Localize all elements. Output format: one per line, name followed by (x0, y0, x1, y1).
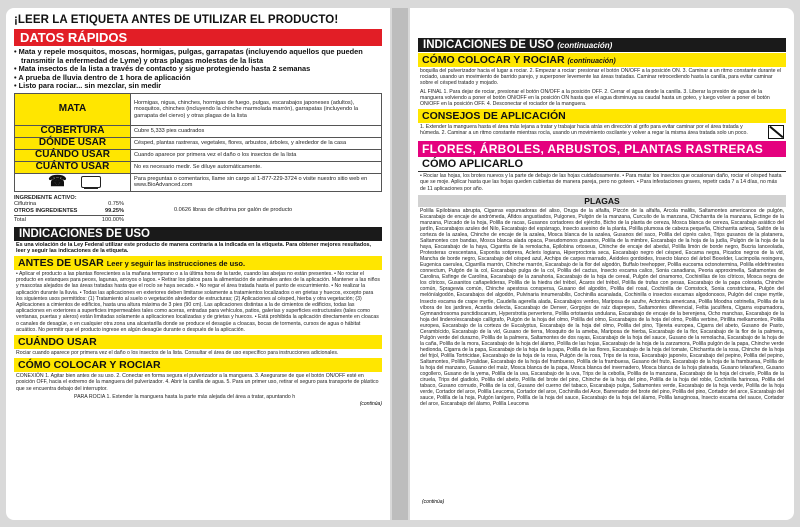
usage-title: INDICACIONES DE USO (14, 227, 382, 241)
ingredients-note: 0.0626 libras de ciflutrina por galón de producto (174, 206, 293, 213)
row-label: COBERTURA (15, 125, 131, 137)
quick-fact-item: • Mata y repele mosquitos, moscas, hormigas, pulgas, garrapatas (incluyendo aquellos que pueden transmitir la enfermedad de Lyme) y otras plagas molestas de la lista (14, 47, 363, 65)
when-to-use-title: CUÁNDO USAR (14, 335, 382, 349)
quick-facts-list (14, 46, 382, 93)
quick-fact-item: • A prueba de lluvia dentro de 1 hora de aplicación (14, 72, 191, 82)
row-label: CUÁNDO USAR (15, 149, 131, 161)
before-use-title (14, 256, 382, 270)
row-value: No es necesario medir. Se diluye automáticamente. (131, 161, 382, 173)
ingredients-title: INGREDIENTE ACTIVO: (14, 194, 77, 201)
pests-list: Polilla Epilobiana abrupta, Cigarras espumadoras del aliso, Oruga de la alfalfa, Pizcón de la alfalfa, Arcola malilis, Saltamontes americanos de pulgón, Escarabajo de encaje de andrómeda, Áfidos angustiados, Pulgones, Pulgón de la manzana, Curculio de la manzana, Chicharrita de la manzana, Ectinge de la manzana, Pizcado de la hoja, Polilla de racas, Gusanos cortadores del ejército, Bicho de la planta de cereza, Mosca blanca de cereza, Escarabajo asiático del jardín, Escarabajos azules del Nilo, Escarabajo del espárrago, Insecto asesino de la planta, Polilla plumosa de cabeza pequeña, Chicharrita azteca, Saltón de la corteza de la azalea, Chinche de encaje de la azalea, Mosca blanca de la azalea, Gusanos del saco, Polilla del ciprés calvo, Trips gusanos de la platanera, Saltamontes con bandas, Mosca blanca alada opaca, Pseudomonos gusanos, Polilla de la mimbre, Escarabajo de la hoja de la judía, Pulgón de la hoja de la haya, Escarabajo de la haya, Cigarrita de la remolacha, Epilobina ortoseus, Chinche de encaje del abedul, Polilla limón de borde negro, Bucria lanceolada, Protesteras crescentana, Esponita sotiprera, Acleris logiana, Hiperproctoria seca, Escarabajo negro del césped, Escama negra, Picados negros de la vid, Mancha de borde negro, Escarabajo del césped azul, Archips de carpes marrado, Áxidoles gordoides, Insecto blanco del árbol Boxelder, Lacimpolia rexingera, Eugenica caerulea, Cigarrilla marrón, Chinche marrón, Escarabajo de la flor del algodón, Buffalo treehopper, Polilla eucosma octonotermina, Polilla eldefrinestes connectum, Pulgón de la col, Escarabajo pulga de la col, Polilla del cactus, Insecto escama calico, Sonia canadiana, Peoria approximella, Saltamontes de Carolina, Esfinge de Carolina, Escarabajo de la zanahoria, Escarabajo de la hoja de cereal, Pulgón del cinamomo, Cochinillas de los cítricos, Mosca negra de los cítricos, Gusanitos cañapelideras, Polilla de la hiedra del trébol, Ácaros del trébol, Polilla de trufas con pesas, Escarabajo de la papa colorada, Chinche común, Spragewia común, Chinche apestosa conspersa, Gusano del algodón, Polilla del rosal, Cochinilla de Comstock, Sonia constrictana, Pulgón del melón/algodón, Escarabajos del algodón, Pulvinaria innumerabilis, Cochinilla acanalada, Cochinilla o insectos escamas algodonosos, Pulgón del crape myrtle, Insecto escama de crape myrtle, Caudella agerella alada, Escarabajos verdes, Mariposa de azufre, Actonicta americana, Polilla Moodna ostrinella, Polilla de la víbora de los jardines, Acantia delecta, Escarabajo de Denver, Gorgojos de raíz diaprepes, Saltamontes diferencial, Feltia jaculifera, Cigarra espumadora, Gymnandrosoma punctidiscanum, Hyperstrotia pervertens, Polilla ortotaenia undulana, Escarabajo de encaje de la berenjena, Ocho manchas, Escarabajo de la hoja del lindero/escarabajo callígrafo, Pulgón de la hoja del olmo, Polilla del olmo, Escarabajos de la hoja del olmo, Polilla verbine, Pirillita melkamontes, Polilla europea, Escarabajo de la corteza de Eucalyptus, Escarabajo de la hoja del olmo, Polilla del pino, Tijereta europea, Cigarra del abeto, Gusano de Pasto, Cerambícido, Escarabajo de la vid, Gusano de tierra, Mosquito de la ameba, Mariposa de hierba, Escarabajo de la flor, Escarabajo de la flor de la palmera, Pulgón verde del durazno, Polilla de la palmera, Saltamontes de dos rayas, Escarabajo de la hoja del sauce, Gusano de la remolacha, Escarabajo de la hoja de la caña, Polilla de la mora, Escarabajo de la hoja del álamo, Polilla de las hojas, Escarabajo de la hoja de la zarzamora, Polilla pulgón de la papa, Chinche verde hedionda, Cigarra de la papa, Escarabajo de la hoja de la papa, Polilla de las flores, Escarabajo de la hoja del tomate, Chicharrita de la rosa, Chinche de la hoja del frijol, Polilla Tortricidae, Escarabajo de la hoja de la rosa, Pulgón de la rosa, Trips de la rosa, Escarabajo japonés, Escarabajo del pepino, Polilla del pepino, Saltamontes, Polilla Pyralidae, Escarabajo de la hoja del frambueso, Polilla de la frambuesa, Gusano del fruto, Escarabajo de la hoja de la frambuesa, Polilla de la hoja del manzano, Gusano del maíz, Mosca blanca de la papa, Mosca blanca del invernadero, Mosca blanca de la hoja plateada, Gusano telarañero, Gusano cogollero, Gusano de la yema, Polilla de la uva, Escarabajo de la uva, Trips de la cebolla, Polilla de la manzana, Escarabajo de la hoja del ciruelo, Polilla de la ciruela, Trips del gladiolo, Polilla del abeto, Polilla del brote del pino, Chinche de la hoja del pino, Polilla de la hoja del roble, Cochinilla harinosa, Polilla del tabaco, Gusano cornudo, Polilla de la col, Gusano del cuerno del tabaco, Escarabajo pulga, Saltamontes verde, Escarabajo de la hoja verde, Polilla de la hoja verde, Cortador del arce, Polilla Leucoma, Cortador del arce, Cochinilla del Arce, Barrenador del brote del pino, Polilla del pino, Cortador del arce, Escarabajo del sauce, Polilla de la hoja, Pulgón lanígero, Polilla de la hoja del sauce, Escarabajo de la hoja del álamo, Polilla lanuginosa, Insecto escama del sauce, Cortador del arce, Escarabajo del álamo, Polilla Leucoma (420, 207, 784, 408)
how-to-spray-heading: CÓMO COLOCAR Y ROCIAR (422, 54, 565, 66)
row-value: Cuando aparece por primera vez el daño o los insectos de la lista (131, 149, 382, 161)
left-page (6, 8, 390, 520)
how-to-apply-title: CÓMO APLICARLO (418, 157, 786, 172)
how-to-spray-title-continued (418, 53, 786, 67)
right-page (410, 8, 794, 520)
continued-label: (continúa) (359, 401, 382, 408)
how-to-spray-text: CONEXIÓN 1. Agitar bien antes de su uso. 2. Conectar en forma segura el pulverizador a la manguera. 3. Asegurarse de que el botón ON/OFF esté en posición OFF, hacia el extremo de la manguera del pulverizador. 4. Abrir la canilla de agua. 5. Para un primer uso, retirar el seguro para transporte de plástico que se encuentra debajo del interruptor. (16, 373, 379, 392)
ingredient-name: Ciflutrina (14, 201, 37, 208)
table-row (15, 149, 382, 161)
application-tips-text: 1. Extender la manguera hasta el área más lejana a tratar y trabajar hacia atrás en dirección al grifo para evitar caminar por el área tratada y húmeda. 2. Caminar a un ritmo constante mientras rocía, usando un movimiento oscilante y volver a regar la misma área tratada solo un poco. (420, 124, 748, 137)
al-final-text: AL FINAL 1. Para dejar de rociar, presionar el botón ON/OFF a la posición OFF. 2. Cerrar el agua desde la canilla. 3. Liberar la presión de agua de la manguera volviendo a poner el botón ON/OFF en la posición ON hasta que el agua disminuya su caudal hasta un goteo, y luego volver a poner el botón ON/OFF en la posición OFF. 4. Desconectar el rociador de la manguera. (420, 88, 770, 108)
contact-text: Para preguntas o comentarios, llame sin cargo al 1-877-229-3724 o visite nuestro sitio web en www.BioAdvanced.com (131, 173, 382, 191)
continuation-label: (continuación) (567, 58, 616, 65)
flowers-trees-title: FLORES, ÁRBOLES, ARBUSTOS, PLANTAS RASTRERAS (418, 141, 786, 157)
page-binding (392, 8, 408, 520)
facts-table (14, 93, 382, 192)
application-tips (418, 123, 786, 139)
before-use-subheading: Leer y seguir las instrucciones de uso. (106, 259, 246, 268)
continuation-label: (continuación) (557, 41, 613, 50)
continued-label: (continúa) (422, 498, 445, 505)
ingredients-block (14, 195, 382, 224)
table-row (15, 125, 382, 137)
pests-container (418, 207, 786, 499)
row-value: Cubre 5,333 pies cuadrados (131, 125, 382, 137)
table-row (15, 93, 382, 125)
before-use-text: • Aplicar el producto a las plantas florecientes a la mañana temprano o a la última hora de la tarde, cuando las abejas no están presentes. • No rociar el producto en estanques para peces, lagunas, arroyos o lagos. • Retirar los platos para la alimentación de animales antes de la aplicación. Mantener a las niños y mascotas alejados de las áreas tratadas hasta que el rocío se haya secado. • No regar el área tratada hasta el punto de escurrimiento. • No realizar la aplicación durante la lluvia. • Todas las aplicaciones en exteriores deben limitarse solamente a tratamientos localizados o en grietas y huecos, excepto para los siguientes usos permitidos: (1) Tratamiento al suelo o vegetación alrededor de estructuras; (2) Aplicaciones al césped, hierba y otra vegetación; (3) Aplicaciones a cimientos de edificios, hasta una altura máxima de 3 pies (90 cm). Las aplicaciones distintas a la de cimientos de edificios, todas las aplicaciones en exteriores a superficies impermeables tales como aceras, entradas para vehículos, patios, galerías y superficies estructurales (tales como ventanas, puertas y aleros) están limitadas solamente a aplicaciones localizadas y de grietas y huecos. • Está prohibida la aplicación directamente en cloacas o canales de desagüe, o en cualquier otra zona una alcantarilla donde se produce el desagüe a cloacas, bocas de tormenta, cursos de agua o hábitat acuático. No permitir que el producto ingrese en algún desagüe durante o después de la aplicación. (16, 271, 381, 333)
how-to-spray-title: CÓMO COLOCAR Y ROCIAR (14, 358, 382, 372)
row-value: Hormigas, nigua, chinches, hormigas de fuego, pulgas, escarabajos japoneses (adultos), mosquitos, chinches (incluyendo la chinche marmolada marrón), garrapatas (incluyendo la garrapata del ciervo) y otras plagas de la lista (131, 93, 382, 125)
table-row (15, 137, 382, 149)
ingredient-name: OTROS INGREDIENTES (14, 207, 78, 214)
read-label-warning: ¡LEER LA ETIQUETA ANTES DE UTILIZAR EL PRODUCTO! (14, 14, 339, 26)
ingredient-row (14, 217, 124, 223)
how-to-apply-text: • Rociar las hojas, los brotes nuevos y la parte de debajo de las hojas cuidadosamente. • Para matar los insectos que ocasionan daño, rociar el césped hasta que se moje. Aplicar hasta que las hojas queden cubiertas de manera pareja, pero no goteen. • Para infestaciones graves, repetir cada 7 a 14 días, no más de 11 aplicaciones por año. (420, 173, 782, 192)
para-rocia-text: PARA ROCIA 1. Extender la manguera hasta la parte más alejada del área a tratar, apuntando h (74, 393, 296, 400)
before-use-heading: ANTES DE USAR (18, 257, 104, 269)
quick-fact-item: • Listo para rociar... sin mezclar, sin medir (14, 81, 162, 91)
ingredient-row (14, 208, 124, 214)
no-spray-icon (768, 125, 784, 139)
ingredient-name: Total (14, 217, 26, 224)
row-label: DÓNDE USAR (15, 137, 131, 149)
usage-heading: INDICACIONES DE USO (423, 39, 554, 51)
application-tips-title: CONSEJOS DE APLICACIÓN (418, 109, 786, 123)
usage-title-continued (418, 38, 786, 52)
row-label: CUÁNTO USAR (15, 161, 131, 173)
contact-icons (15, 173, 131, 191)
how-to-spray-text-continued: boquilla del pulverizador hacia el lugar a rociar. 2. Empezar a rociar: presionar el botón ON/OFF a la posición ON. 3. Caminar a un ritmo constante durante el rociado, usando un movimiento de barrido parejo, y superponer levemente las áreas tratadas. Caminar retrocediendo hasta la canilla, para evitar caminar sobre el césped tratado y mojado. (420, 68, 781, 87)
phone-icon: ☎ (48, 173, 67, 191)
ingredient-value: 100.00% (101, 217, 124, 224)
pests-title: PLAGAS (418, 195, 786, 207)
quick-facts-title: DATOS RÁPIDOS (14, 29, 382, 46)
when-to-use-text: Rociar cuando aparece por primera vez el daño o los insectos de la lista. Consultar el área de uso específico para instrucciones adicionales. (16, 350, 339, 357)
quick-fact-item: • Mata insectos de la lista a través de contacto y sigue protegiendo hasta 2 semanas (14, 64, 311, 74)
table-row (15, 173, 382, 191)
row-label: MATA (15, 93, 131, 125)
legal-notice: Es una violación de la Ley Federal utilizar este producto de manera contraria a la indicada en la etiqueta. Para obtener mejores resultados, leer y seguir las indicaciones de la etiqueta. (16, 241, 372, 254)
row-value: Césped, plantas rastreras, vegetales, flores, arbustos, árboles, y alrededor de la casa (131, 137, 382, 149)
table-row (15, 161, 382, 173)
ingredient-value: 0.75% (108, 201, 124, 208)
ingredient-value: 99.25% (105, 207, 124, 214)
computer-icon (81, 176, 101, 188)
